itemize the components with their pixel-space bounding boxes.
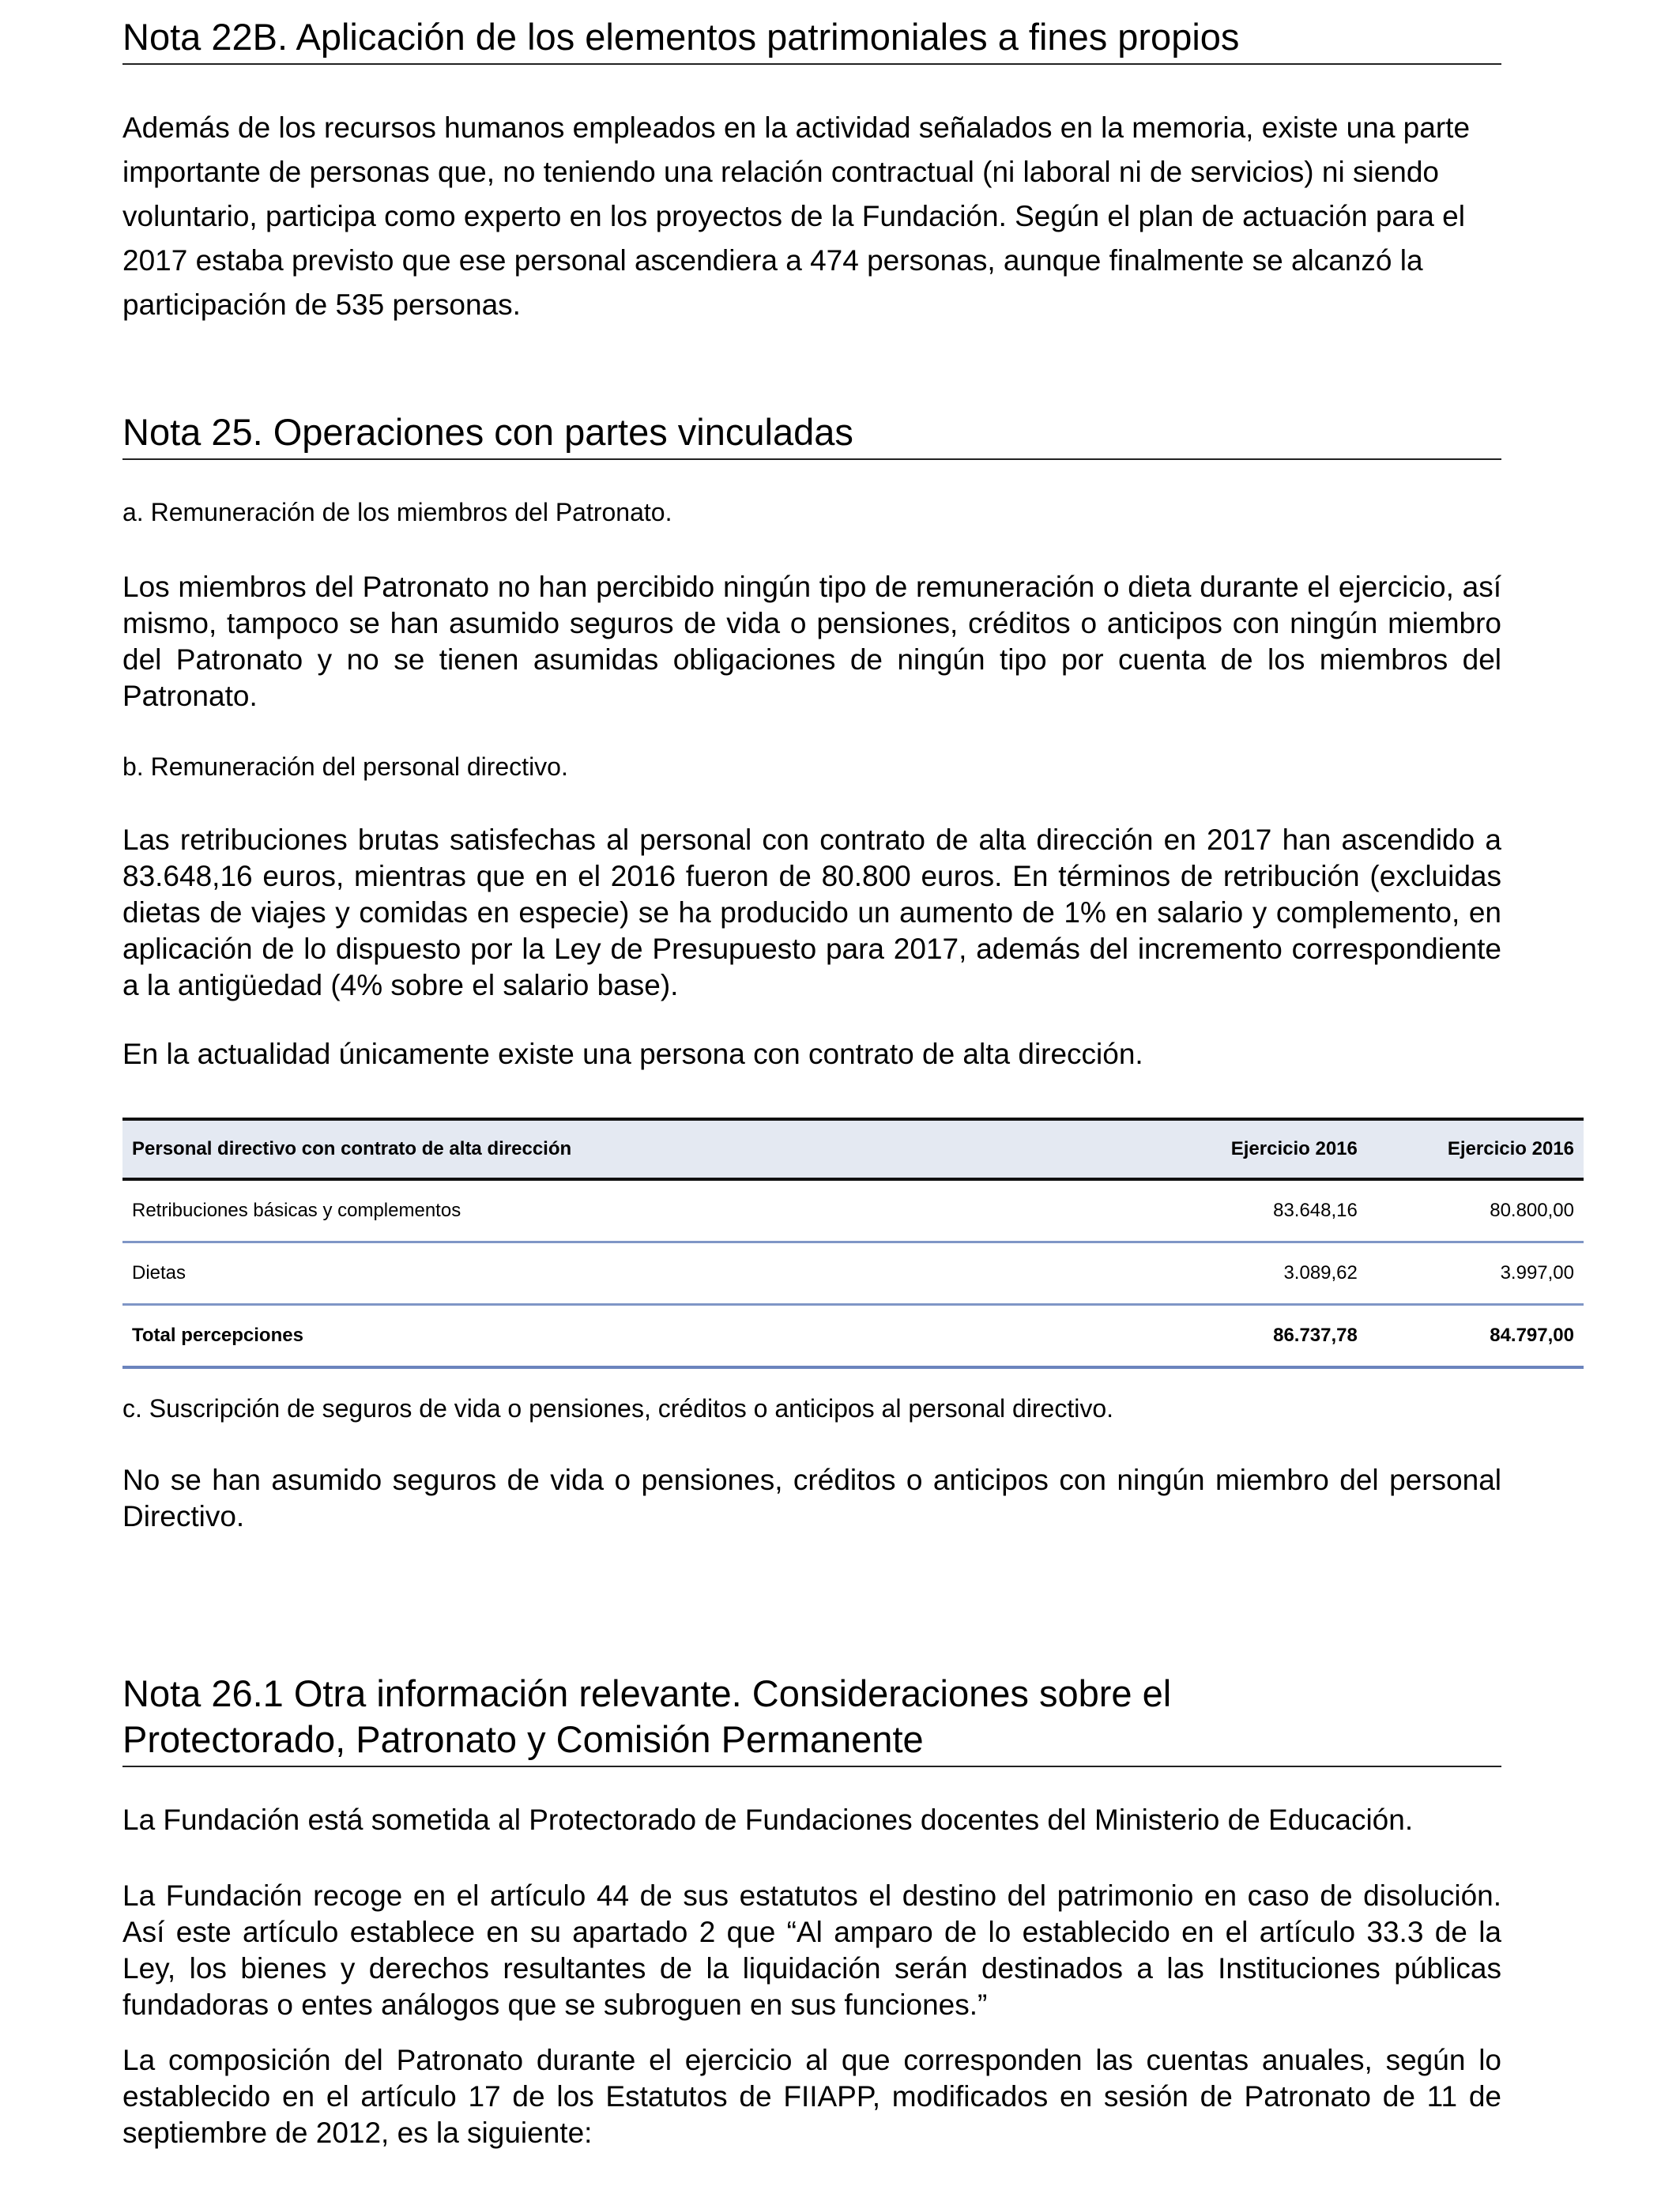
nota-25-paragraph-c: No se han asumido seguros de vida o pensiones, créditos o anticipos con ningún miembro del personal Directivo. <box>122 1464 1501 1532</box>
table-header-concept: Personal directivo con contrato de alta dirección <box>122 1119 1139 1179</box>
table-row <box>122 1242 1584 1305</box>
nota-26-heading-line-1: Nota 26.1 Otra información relevante. Consideraciones sobre el <box>122 1672 1172 1714</box>
nota-25-paragraph-b2: En la actualidad únicamente existe una persona con contrato de alta dirección. <box>122 1038 1143 1070</box>
nota-26-paragraph-2: La Fundación recoge en el artículo 44 de sus estatutos el destino del patrimonio en caso de disolución. Así este artículo establece en su apartado 2 que “Al amparo de lo establecido en el artículo 33.3 de la Ley, los bienes y derechos resultantes de la liquidación serán destinados a las Instituciones públicas fundadoras o entes análogos que se subroguen en sus funciones.” <box>122 1879 1501 2021</box>
table-header-year-2: Ejercicio 2016 <box>1367 1119 1584 1179</box>
nota-26-heading <box>122 1671 1501 1767</box>
nota-25-paragraph-a: Los miembros del Patronato no han percibido ningún tipo de remuneración o dieta durante el ejercicio, así mismo, tampoco se han asumido seguros de vida o pensiones, créditos o anticipos con ningún miembro del Patronato y no se tienen asumidas obligaciones de ningún tipo por cuenta de los miembros del Patronato. <box>122 571 1501 712</box>
nota-25-paragraph-b1: Las retribuciones brutas satisfechas al personal con contrato de alta dirección en 2017 han ascendido a 83.648,16 euros, mientras que en el 2016 fueron de 80.800 euros. En términos de retribución (excluidas dietas de viajes y comidas en especie) se ha producido un aumento de 1% en salario y complemento, en aplicación de lo dispuesto por la Ley de Presupuesto para 2017, además del incremento correspondiente a la antigüedad (4% sobre el salario base). <box>122 824 1501 1001</box>
table-cell-value: 80.800,00 <box>1367 1179 1584 1242</box>
table-total-row <box>122 1305 1584 1368</box>
table-header-row <box>122 1119 1584 1179</box>
table-total-value: 84.797,00 <box>1367 1305 1584 1368</box>
table-header-year-1: Ejercicio 2016 <box>1139 1119 1367 1179</box>
nota-25-subheading-c: c. Suscripción de seguros de vida o pensiones, créditos o anticipos al personal directivo. <box>122 1394 1114 1423</box>
nota-25-subheading-b: b. Remuneración del personal directivo. <box>122 752 568 781</box>
table-total-value: 86.737,78 <box>1139 1305 1367 1368</box>
nota-25-heading: Nota 25. Operaciones con partes vinculadas <box>122 409 1501 460</box>
table-cell-value: 3.089,62 <box>1139 1242 1367 1305</box>
nota-22b-heading: Nota 22B. Aplicación de los elementos patrimoniales a fines propios <box>122 14 1501 65</box>
table-cell-value: 83.648,16 <box>1139 1179 1367 1242</box>
nota-26-paragraph-1: La Fundación está sometida al Protectorado de Fundaciones docentes del Ministerio de Educación. <box>122 1804 1414 1836</box>
table-cell-value: 3.997,00 <box>1367 1242 1584 1305</box>
directive-remuneration-table <box>122 1118 1584 1369</box>
nota-26-heading-line-2: Protectorado, Patronato y Comisión Permanente <box>122 1718 924 1760</box>
nota-22b-paragraph: Además de los recursos humanos empleados en la actividad señalados en la memoria, existe una parte importante de personas que, no teniendo una relación contractual (ni laboral ni de servicios) ni siendo voluntario, participa como experto en los proyectos de la Fundación. Según el plan de actuación para el 2017 estaba previsto que ese personal ascendiera a 474 personas, aunque finalmente se alcanzó la participación de 535 personas. <box>122 111 1471 321</box>
nota-26-paragraph-3: La composición del Patronato durante el ejercicio al que corresponden las cuentas anuales, según lo establecido en el artículo 17 de los Estatutos de FIIAPP, modificados en sesión de Patronato de 11 de septiembre de 2012, es la siguiente: <box>122 2044 1501 2149</box>
table-cell-concept: Dietas <box>122 1242 1139 1305</box>
table-cell-concept: Retribuciones básicas y complementos <box>122 1179 1139 1242</box>
table-row <box>122 1179 1584 1242</box>
nota-25-subheading-a: a. Remuneración de los miembros del Patronato. <box>122 498 672 526</box>
table-total-label: Total percepciones <box>122 1305 1139 1368</box>
